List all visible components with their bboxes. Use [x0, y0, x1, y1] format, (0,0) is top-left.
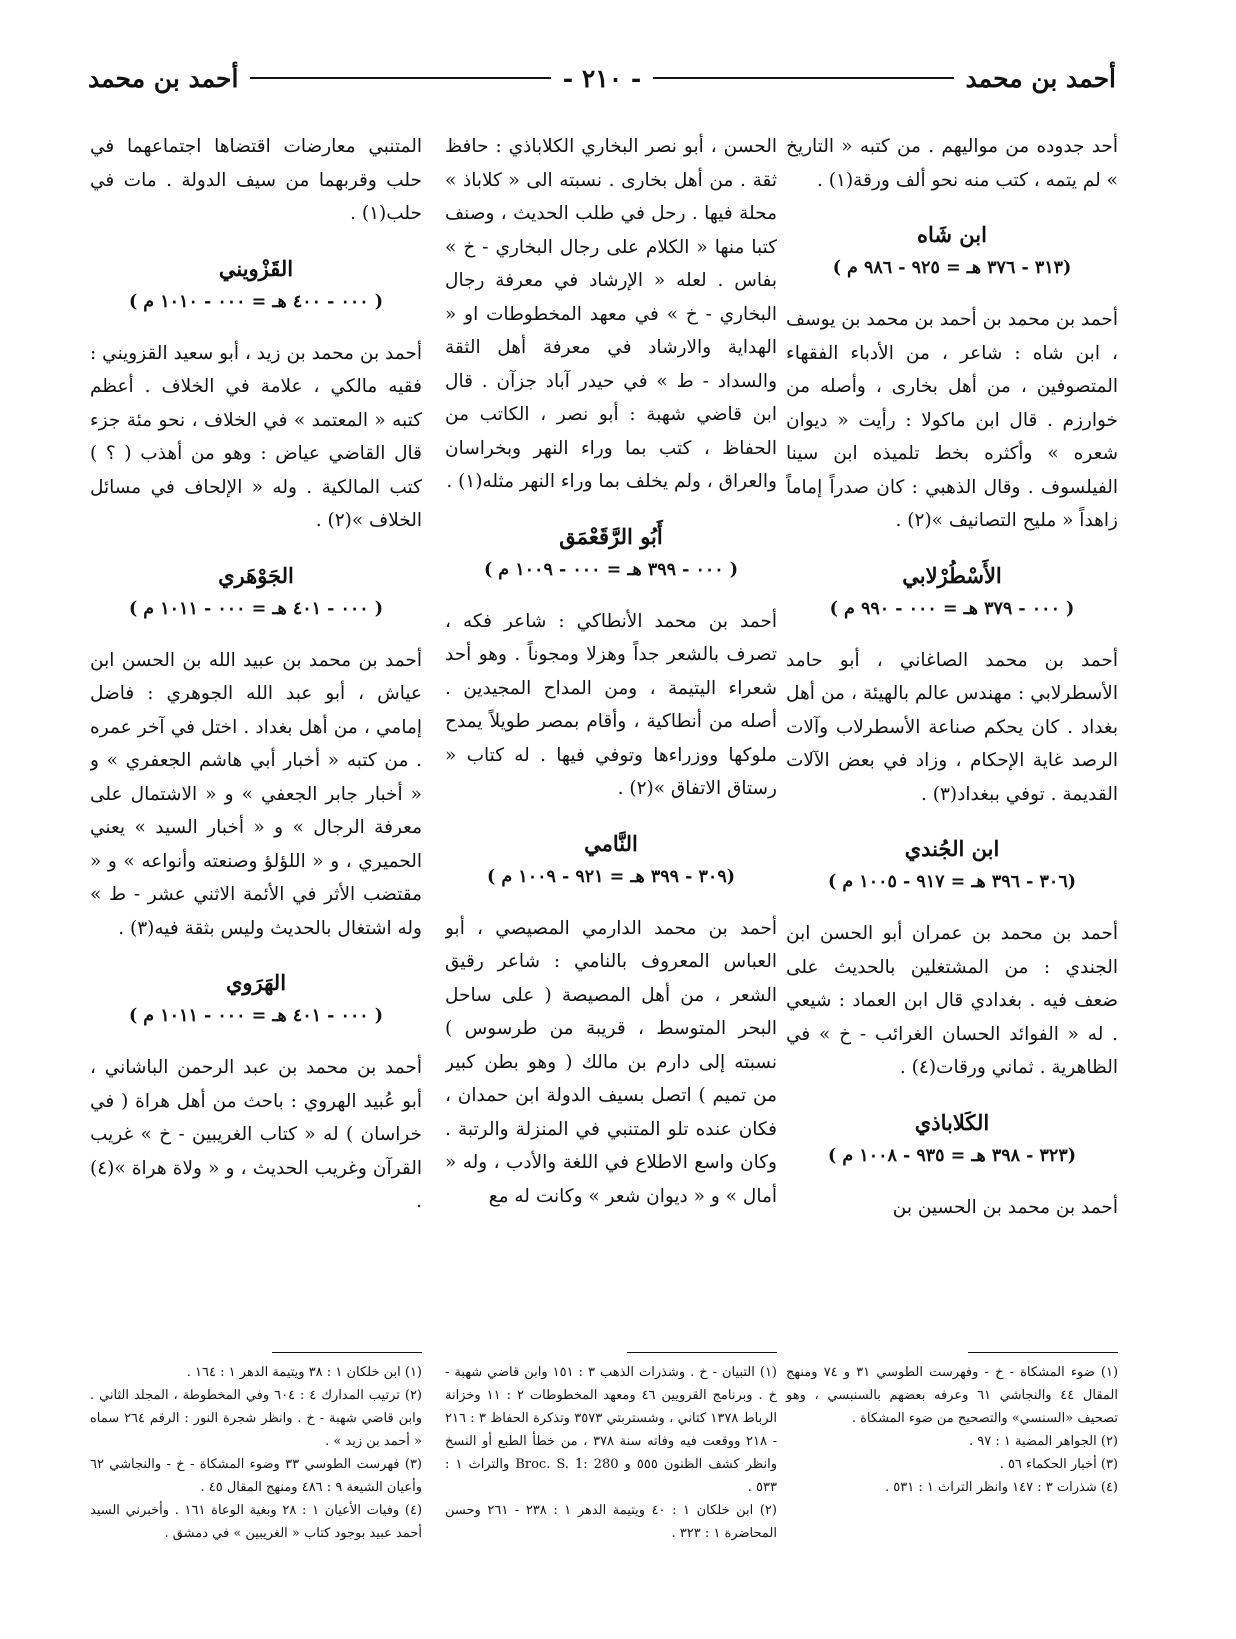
- entry-title: الجَوْهَري: [218, 562, 294, 588]
- footnote: (٢) الجواهر المضية ١ : ٩٧ .: [969, 1434, 1118, 1449]
- entry-dates: (٣٢٣ - ٣٩٨ هـ = ٩٣٥ - ١٠٠٨ م ): [827, 1145, 1076, 1166]
- entry-text: أحمد بن محمد بن عبيد الله بن الحسن ابن عياش ، أبو عبد الله الجوهري : فاضل إمامي ، من أهل بغداد . اختل في آخر عمره . من كتبه « أخبار أبي هاشم الجعفري » و « أخبار جابر الجعفي » و « الاشتمال على معرفة الرجال » و « أخبار السيد » يعني الحميري ، و « اللؤلؤ وصنعته وأنواعه » و « مقتضب الأثر في الأئمة الاثني عشر - ط » وله اشتغال بالحديث وليس بثقة فيه(٣) .: [90, 649, 422, 939]
- entry-text: أحمد بن محمد الصاغاني ، أبو حامد الأسطرلابي : مهندس عالم بالهيئة ، من أهل بغداد . كان يحكم صناعة الأسطرلاب وآلات الرصد غاية الإحكام ، وزاد في بعض الآلات القديمة . توفي ببغداد(٣) .: [786, 649, 1118, 805]
- footnote: (١) ابن خلكان ١ : ٣٨ ويتيمة الدهر ١ : ١٦٤ .: [186, 1365, 422, 1380]
- column-right: [786, 130, 1118, 1345]
- footnotes-middle: [445, 1352, 777, 1545]
- entry-dates: ( ٠٠٠ - ٤٠٠ هـ = ٠٠٠ - ١٠١٠ م ): [128, 291, 384, 312]
- header-title-left: أحمد بن محمد: [87, 63, 239, 93]
- entry-title: القَزْويني: [218, 255, 294, 281]
- entry-title: ابن الجُندي: [904, 836, 1000, 861]
- footnote-rule: [968, 1352, 1118, 1353]
- entry-title: أَبُو الرَّقَعْمَق: [559, 523, 663, 549]
- entry-title: الهَرَوي: [225, 970, 287, 995]
- entry-dates: ( ٠٠٠ - ٤٠١ هـ = ٠٠٠ - ١٠١١ م ): [128, 1006, 384, 1026]
- footnote: (٢) ابن خلكان ١ : ٤٠ ويتيمة الدهر ١ : ٢٣٨ - ٢٦١ وحسن المحاضرة ١ : ٣٢٣ .: [445, 1503, 777, 1541]
- entry-dates: ( ٠٠٠ - ٤٠١ هـ = ٠٠٠ - ١٠١١ م ): [128, 598, 384, 619]
- page-number: - ٢١٠ -: [562, 63, 642, 93]
- entry-text: المتنبي معارضات اقتضاها اجتماعهما في حلب وقربهما من سيف الدولة . مات في حلب(١) .: [90, 136, 422, 224]
- entry-dates: ( ٠٠٠ - ٣٧٩ هـ = ٠٠٠ - ٩٩٠ م ): [829, 598, 1075, 619]
- entry-dates: (٣٠٩ - ٣٩٩ هـ = ٩٢١ - ١٠٠٩ م ): [486, 866, 735, 887]
- entry-text: أحمد بن محمد الأنطاكي : شاعر فكه ، تصرف بالشعر جداً وهزلا ومجوناً . وهو أحد شعراء اليتيمة ، ومن المداح المجيدين . أصله من أنطاكية ، وأقام بمصر طويلاً يمدح ملوكها ووزراءها وتوفي فيها . له كتاب « رستاق الاتفاق »(٢) .: [445, 610, 777, 799]
- entry-text: أحمد بن محمد بن أحمد بن محمد بن يوسف ، ابن شاه : شاعر ، من الأدباء الفقهاء المتصوفين ، من أهل بخارى ، وأصله من خوارزم . قال ابن ماكولا : رأيت « ديوان شعره » وأكثره بخط تلميذه ابن سينا الفيلسوف . وقال الذهبي : كان صدراً إماماً زاهداً « مليح التصانيف »(٢) .: [786, 309, 1118, 531]
- footnote: (١) ضوء المشكاة - خ - وفهرست الطوسي ٣١ و ٧٤ ومنهج المقال ٤٤ والنجاشي ٦١ وعرفه بعضهم بالسنبسي ، وهو تصحيف «السنسي» والتصحيح من ضوء المشكاة .: [786, 1365, 1119, 1426]
- footnote: (٤) شذرات ٣ : ١٤٧ وانظر التراث ١ : ٥٣١ .: [885, 1480, 1118, 1495]
- footnote: (٤) وفيات الأعيان ١ : ٢٨ وبغية الوعاة ١٦١ . وأخبرني السيد أحمد عبيد بوجود كتاب « الغريبين » في دمشق .: [90, 1503, 423, 1541]
- footnote: (٢) ترتيب المدارك ٤ : ٦٠٤ وفي المخطوطة ، المجلد الثاني . وابن قاضي شهبة - خ . وانظر شجرة النور : الرقم ٢٦٤ سماه « أحمد بن زيد » .: [90, 1388, 423, 1449]
- footnote: (٣) أخبار الحكماء ٥٦ .: [999, 1457, 1118, 1472]
- column-middle: [445, 130, 777, 1345]
- running-header: [88, 58, 1116, 98]
- entry-title: الأَسْطُرْلابي: [902, 562, 1002, 588]
- entry-text: الحسن ، أبو نصر البخاري الكلاباذي : حافظ ثقة . من أهل بخارى . نسبته الى « كلاباذ » محلة فيها . رحل في طلب الحديث ، وصنف كتبا منها « الكلام على رجال البخاري - خ » بفاس . لعله « الإرشاد في معرفة رجال البخاري - خ » في معهد المخطوطات او « الهداية والارشاد في معرفة أهل الثقة والسداد - ط » في حيدر آباد جزآن . قال ابن قاضي شهبة : أبو نصر ، الكاتب من الحفاظ ، كتب بما وراء النهر وبخراسان والعراق ، ولم يخلف بما وراء النهر مثله(١) .: [445, 136, 777, 492]
- entry-title: ابن شَاه: [917, 222, 987, 247]
- footnote: (١) التبيان - خ . وشذرات الذهب ٣ : ١٥١ وابن قاضي شهبة - خ . وبرنامج القرويين ٤٦ ومعهد المخطوطات ٢ : ١١ وخزانة الرباط ١٣٧٨ كتاني ، وشستربتي ٣٥٧٣ وتذكرة الحفاظ ٣ : ٢١٦ - ٢١٨ ووقعت فيه وفاته سنة ٣٧٨ ، من خطأ الطبع أو النسخ وانظر كشف الظنون ٥٥٥ و Broc. S. 1: 280 والتراث ١ : ٥٣٣ .: [445, 1365, 777, 1495]
- entry-title: الكَلاباذي: [914, 1109, 990, 1135]
- entry-text: أحمد بن محمد بن عمران أبو الحسن ابن الجندي : من المشتغلين بالحديث على ضعف فيه . بغدادي قال ابن العماد : شيعي . له « الفوائد الحسان الغرائب - خ » في الظاهرية . ثماني ورقات(٤) .: [786, 923, 1118, 1078]
- footnote: (٣) فهرست الطوسي ٣٣ وضوء المشكاة - خ - والنجاشي ٦٢ وأعيان الشيعة ٩ : ٤٨٦ ومنهج المقال ٤٥ .: [90, 1457, 422, 1495]
- footnote-rule: [627, 1352, 777, 1353]
- entry-text: أحمد بن محمد بن الحسين بن: [892, 1196, 1118, 1218]
- footnote-rule: [272, 1352, 422, 1353]
- entry-title: النَّامي: [584, 830, 638, 856]
- entry-dates: (٣١٣ - ٣٧٦ هـ = ٩٢٥ - ٩٨٦ م ): [832, 258, 1072, 278]
- entry-text: أحد جدوده من مواليهم . من كتبه « التاريخ » لم يتمه ، كتب منه نحو ألف ورقة(١) .: [786, 136, 1118, 191]
- entry-text: أحمد بن محمد بن عبد الرحمن الباشاني ، أبو عُبيد الهروي : باحث من أهل هراة ( في خراسان ) له « كتاب الغريبين - خ » غريب القرآن وغريب الحديث ، و « ولاة هراة »(٤) .: [90, 1057, 422, 1212]
- entry-text: أحمد بن محمد الدارمي المصيصي ، أبو العباس المعروف بالنامي : شاعر رقيق الشعر ، من أهل المصيصة ( على ساحل البحر المتوسط ، قريبة من طرسوس ) نسبته إلى دارم بن مالك ( وهو بطن كبير من تميم ) اتصل بسيف الدولة ابن حمدان ، فكان عنده تلو المتنبي في المنزلة والرتبة . وكان واسع الاطلاع في اللغة والأدب ، وله « أمال » و « ديوان شعر » وكانت له مع: [445, 917, 777, 1207]
- header-title-right: أحمد بن محمد: [965, 63, 1116, 93]
- header-rule-right: [653, 77, 953, 79]
- entry-dates: (٣٠٦ - ٣٩٦ هـ = ٩١٧ - ١٠٠٥ م ): [827, 872, 1076, 892]
- column-left: [90, 130, 422, 1345]
- footnotes-left: [90, 1352, 422, 1545]
- header-rule-left: [250, 77, 550, 79]
- entry-text: أحمد بن محمد بن زيد ، أبو سعيد القزويني : فقيه مالكي ، علامة في الخلاف . أعظم كتبه « المعتمد » في الخلاف ، نحو مئة جزء قال القاضي عياض : وهو من أهذب ( ؟ ) كتب المالكية . وله « الإلحاف في مسائل الخلاف »(٢) .: [90, 342, 422, 531]
- footnotes-right: [786, 1352, 1118, 1499]
- entry-dates: ( ٠٠٠ - ٣٩٩ هـ = ٠٠٠ - ١٠٠٩ م ): [483, 559, 739, 580]
